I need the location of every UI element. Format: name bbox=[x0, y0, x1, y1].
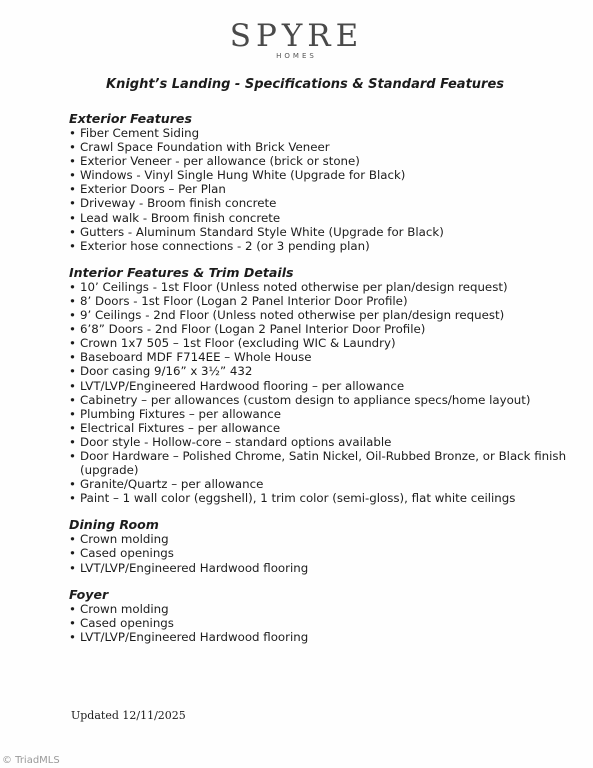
section-heading: Dining Room bbox=[69, 517, 159, 533]
feature-item: • Gutters - Aluminum Standard Style White (Upgrade for Black) bbox=[69, 225, 584, 239]
feature-item: • Exterior Veneer - per allowance (brick or stone) bbox=[69, 154, 584, 168]
feature-item: • Granite/Quartz – per allowance bbox=[69, 477, 584, 491]
feature-item: • Baseboard MDF F714EE – Whole House bbox=[69, 350, 584, 364]
section-foyer bbox=[69, 587, 584, 644]
feature-item: • Fiber Cement Siding bbox=[69, 126, 584, 140]
feature-item: • LVT/LVP/Engineered Hardwood flooring – per allowance bbox=[69, 379, 584, 393]
feature-list bbox=[69, 602, 584, 644]
logo-subtitle: HOMES bbox=[276, 52, 317, 60]
section-heading: Foyer bbox=[69, 586, 109, 602]
feature-item: • Exterior hose connections - 2 (or 3 pending plan) bbox=[69, 239, 584, 253]
feature-item: • Door casing 9/16” x 3½” 432 bbox=[69, 364, 584, 378]
feature-item: • Electrical Fixtures – per allowance bbox=[69, 421, 584, 435]
updated-date: Updated 12/11/2025 bbox=[71, 709, 186, 722]
feature-item: • Cased openings bbox=[69, 546, 584, 560]
feature-item: • Crown 1x7 505 – 1st Floor (excluding WIC & Laundry) bbox=[69, 336, 584, 350]
feature-item: • Lead walk - Broom finish concrete bbox=[69, 211, 584, 225]
feature-item: • 10’ Ceilings - 1st Floor (Unless noted otherwise per plan/design request) bbox=[69, 280, 584, 294]
feature-item: • 8’ Doors - 1st Floor (Logan 2 Panel Interior Door Profile) bbox=[69, 294, 584, 308]
feature-item: • Door style - Hollow-core – standard options available bbox=[69, 435, 584, 449]
feature-item: • LVT/LVP/Engineered Hardwood flooring bbox=[69, 630, 584, 644]
feature-item: • Door Hardware – Polished Chrome, Satin Nickel, Oil-Rubbed Bronze, or Black finish (upgrade) bbox=[69, 449, 584, 477]
feature-item: • 9’ Ceilings - 2nd Floor (Unless noted otherwise per plan/design request) bbox=[69, 308, 584, 322]
feature-item: • Exterior Doors – Per Plan bbox=[69, 182, 584, 196]
feature-item: • Cabinetry – per allowances (custom design to appliance specs/home layout) bbox=[69, 393, 584, 407]
section-interior-features-trim-details bbox=[69, 265, 584, 506]
feature-list bbox=[69, 532, 584, 574]
feature-item: • Windows - Vinyl Single Hung White (Upgrade for Black) bbox=[69, 168, 584, 182]
feature-item: • Driveway - Broom finish concrete bbox=[69, 196, 584, 210]
logo-wordmark: SPYRE bbox=[229, 18, 364, 54]
feature-list bbox=[69, 126, 584, 253]
feature-item: • Crawl Space Foundation with Brick Veneer bbox=[69, 140, 584, 154]
section-heading: Interior Features & Trim Details bbox=[69, 264, 294, 280]
section-heading: Exterior Features bbox=[69, 111, 192, 126]
document-title: Knight’s Landing - Specifications & Standard Features bbox=[106, 77, 505, 92]
mls-watermark: © TriadMLS bbox=[2, 755, 60, 766]
feature-item: • Crown molding bbox=[69, 602, 584, 616]
feature-item: • 6’8” Doors - 2nd Floor (Logan 2 Panel Interior Door Profile) bbox=[69, 322, 584, 336]
feature-item: • Cased openings bbox=[69, 616, 584, 630]
feature-item: • Crown molding bbox=[69, 532, 584, 546]
feature-item: • LVT/LVP/Engineered Hardwood flooring bbox=[69, 561, 584, 575]
spyre-homes-logo bbox=[0, 18, 593, 60]
specifications-content bbox=[69, 111, 584, 644]
feature-item: • Plumbing Fixtures – per allowance bbox=[69, 407, 584, 421]
feature-item: • Paint – 1 wall color (eggshell), 1 trim color (semi-gloss), flat white ceilings bbox=[69, 491, 584, 505]
section-dining-room bbox=[69, 517, 584, 574]
feature-list bbox=[69, 280, 584, 506]
section-exterior-features bbox=[69, 111, 584, 253]
